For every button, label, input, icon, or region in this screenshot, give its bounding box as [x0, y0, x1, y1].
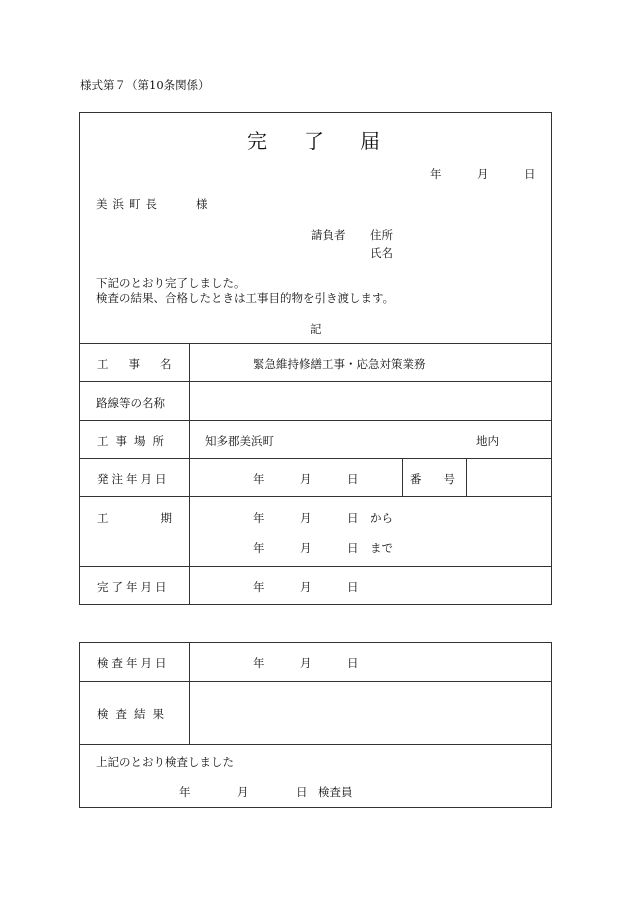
completion-year-unit: 年	[253, 580, 265, 594]
inspection-date-label: 検査年月日	[97, 656, 170, 670]
inspection-result-label: 検査結果	[97, 707, 171, 721]
order-day-unit: 日	[347, 472, 359, 486]
ki-mark: 記	[310, 322, 322, 336]
inspection-statement: 上記のとおり検査しました	[96, 755, 234, 769]
inspector-year-unit: 年	[179, 785, 191, 799]
order-date-label: 発注年月日	[97, 472, 170, 486]
body-text-line-2: 検査の結果、合格したときは工事目的物を引き渡します。	[96, 291, 395, 305]
contractor-name-label: 氏名	[370, 246, 393, 260]
number-label: 番号	[410, 472, 477, 486]
period-to-month-unit: 月	[300, 541, 312, 555]
location-suffix: 地内	[476, 434, 499, 448]
submit-month-unit: 月	[477, 167, 489, 181]
inspector-day-unit: 日	[296, 785, 308, 799]
body-text-line-1: 下記のとおり完了しました。	[96, 276, 246, 290]
period-from-text: から	[370, 511, 393, 525]
period-to-day-unit: 日	[347, 541, 359, 555]
inspector-label: 検査員	[318, 785, 353, 799]
route-name-label: 路線等の名称	[96, 396, 165, 410]
title-char-1: 完	[247, 129, 267, 153]
completion-date-label: 完了年月日	[97, 580, 170, 594]
period-to-text: まで	[370, 541, 393, 555]
inspector-month-unit: 月	[237, 785, 249, 799]
order-month-unit: 月	[300, 472, 312, 486]
inspection-day-unit: 日	[347, 656, 359, 670]
submit-year-unit: 年	[430, 167, 442, 181]
period-to-year-unit: 年	[253, 541, 265, 555]
period-label: 工期	[97, 511, 224, 525]
contractor-label: 請負者	[311, 228, 346, 242]
contractor-address-label: 住所	[370, 228, 393, 242]
period-from-year-unit: 年	[253, 511, 265, 525]
completion-month-unit: 月	[300, 580, 312, 594]
completion-day-unit: 日	[347, 580, 359, 594]
inspection-year-unit: 年	[253, 656, 265, 670]
order-year-unit: 年	[253, 472, 265, 486]
inspection-month-unit: 月	[300, 656, 312, 670]
title-char-3: 届	[360, 129, 380, 153]
location-label: 工事場所	[97, 434, 171, 448]
work-name-label: 工事名	[97, 357, 192, 371]
submit-day-unit: 日	[524, 167, 536, 181]
addressee-name: 美浜町長	[96, 197, 162, 211]
addressee-honorific: 様	[196, 197, 208, 211]
work-name-value: 緊急維持修繕工事・応急対策業務	[253, 357, 426, 371]
location-prefix: 知多郡美浜町	[205, 434, 274, 448]
title-char-2: 了	[304, 129, 324, 153]
period-from-day-unit: 日	[347, 511, 359, 525]
period-from-month-unit: 月	[300, 511, 312, 525]
form-number: 様式第７（第10条関係）	[80, 78, 210, 92]
